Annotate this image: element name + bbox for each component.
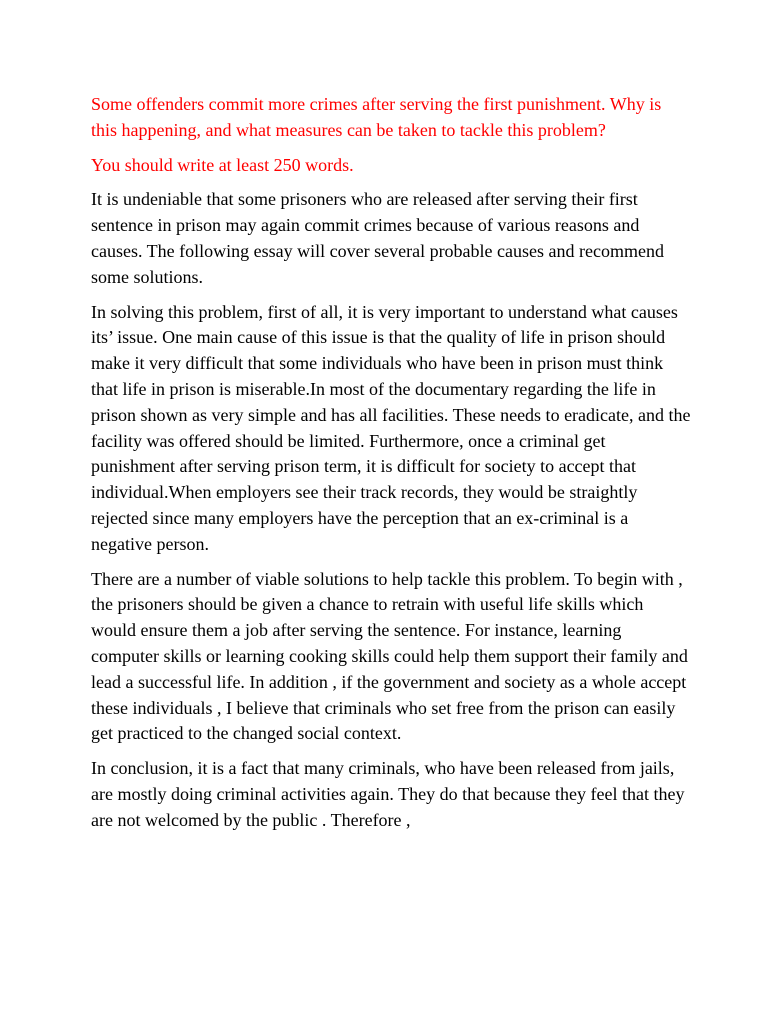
essay-paragraph-causes: In solving this problem, first of all, it is very important to understand what causes its’ issue. One main cause of this issue is that the quality of life in prison should make it very difficult that some individuals who have been in prison must think that life in prison is miserable.In most of the documentary regarding the life in prison shown as very simple and has all facilities. These needs to eradicate, and the facility was offered should be limited. Furthermore, once a criminal get punishment after serving prison term, it is difficult for society to accept that individual.When employers see their track records, they would be straightly rejected since many employers have the perception that an ex-criminal is a negative person.	[91, 301, 691, 554]
essay-paragraph-conclusion: In conclusion, it is a fact that many criminals, who have been released from jails, are mostly doing criminal activities again. They do that because they feel that they are not welcomed by the public . Therefore ,	[91, 758, 685, 830]
document-body	[91, 92, 691, 843]
essay-question: Some offenders commit more crimes after serving the first punishment. Why is this happening, and what measures can be taken to tackle this problem?	[91, 94, 662, 140]
word-count-instruction: You should write at least 250 words.	[91, 154, 354, 175]
essay-paragraph-solutions: There are a number of viable solutions to help tackle this problem. To begin with , the prisoners should be given a chance to retrain with useful life skills which would ensure them a job after serving the sentence. For instance, learning computer skills or learning cooking skills could help them support their family and lead a successful life. In addition , if the government and society as a whole accept these individuals , I believe that criminals who set free from the prison can easily get practiced to the changed social context.	[91, 568, 688, 744]
essay-paragraph-introduction: It is undeniable that some prisoners who are released after serving their first sentence in prison may again commit crimes because of various reasons and causes. The following essay will cover several probable causes and recommend some solutions.	[91, 189, 664, 287]
